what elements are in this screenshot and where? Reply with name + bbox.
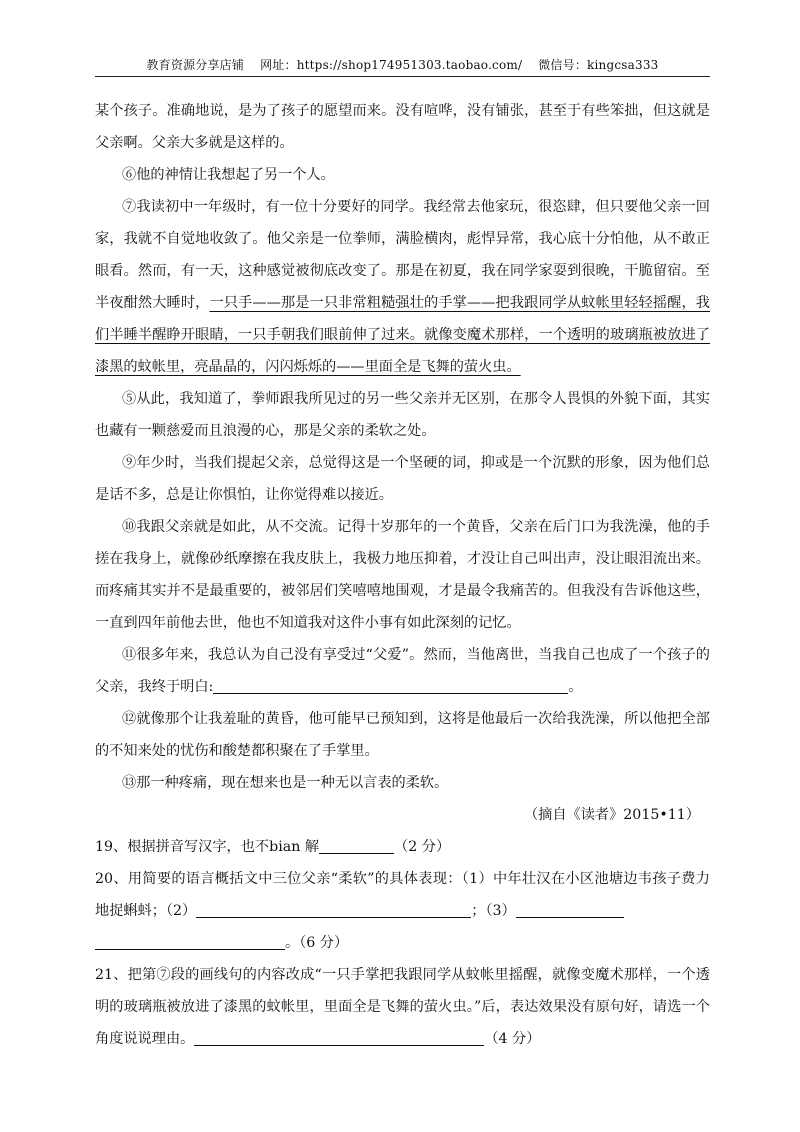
article-source: （摘自《读者》2015•11） (523, 807, 700, 823)
answer-blank-q21[interactable] (194, 1031, 484, 1046)
question-19-score: （2 分） (394, 839, 451, 855)
answer-blank-p11[interactable] (213, 679, 568, 694)
paragraph-10: ⑩我跟父亲就是如此，从不交流。记得十岁那年的一个黄昏，父亲在后门口为我洗澡，他的手搓在我身上，就像砂纸摩擦在我皮肤上，我极力地压抑着，才没让自己叫出声，没让眼泪流出来。而疼痛其实并不是最重要的，被邻居们笑嘻嘻地围观，才是最令我痛苦的。但我没有告诉他这些，一直到四年前他去世，他也不知道我对这件小事有如此深刻的记忆。 (95, 519, 710, 631)
underlined-sentence: 一只手——那是一只非常粗糙强壮的手掌——把我跟同学从蚊帐里轻轻摇醒，我们半睡半醒睁开眼睛，一只手朝我们眼前伸了过来。就像变魔术那样，一个透明的玻璃瓶被放进了漆黑的蚊帐里，亮晶晶的，闪闪烁烁的——里面全是飞舞的萤火虫。 (95, 295, 710, 375)
shop-url: 网址：https://shop174951303.taobao.com/ (260, 58, 523, 72)
page-header (95, 56, 710, 73)
question-21-score: （4 分） (484, 1031, 541, 1047)
header-divider (95, 76, 710, 77)
paragraph-continued: 某个孩子。准确地说，是为了孩子的愿望而来。没有喧哗，没有铺张，甚至于有些笨拙，但这就是父亲啊。父亲大多就是这样的。 (95, 103, 710, 151)
answer-blank-q20-3a[interactable] (516, 903, 624, 918)
paragraph-8: ⑤从此，我知道了，拳师跟我所见过的另一些父亲并无区别，在那令人畏惧的外貌下面，其实也藏有一颗慈爱而且浪漫的心，那是父亲的柔软之处。 (95, 391, 710, 439)
paragraph-7-text: ⑦我读初中一年级时，有一位十分要好的同学。我经常去他家玩，很恣肆，但只要他父亲一回家，我就不自觉地收敛了。他父亲是一位拳师，满脸横肉，彪悍异常，我心底十分怕他，从不敢正眼看。然而，有一天，这种感觉被彻底改变了。那是在初夏，我在同学家耍到很晚，干脆留宿。至半夜酣然大睡时， (95, 199, 710, 311)
paragraph-6: ⑥他的神情让我想起了另一个人。 (121, 167, 335, 183)
paragraph-7 (95, 191, 710, 383)
question-19 (95, 831, 710, 863)
shop-name: 教育资源分享店铺 (146, 58, 245, 72)
paragraph-13: ⑬那一种疼痛，现在想来也是一种无以言表的柔软。 (121, 775, 449, 791)
question-19-text: 19、根据拼音写汉字，也不bian 解 (95, 839, 320, 855)
wechat-id: 微信号：kingcsa333 (538, 58, 659, 72)
answer-blank-q20-3b[interactable] (95, 935, 285, 950)
question-21 (95, 959, 710, 1055)
question-20-separator: ；（3） (471, 903, 516, 919)
question-20-text: 20、用简要的语言概括文中三位父亲“柔软”的具体表现：（1）中年壮汉在小区池塘边韦孩子费力地捉蝌蚪；（2） (95, 871, 710, 919)
question-20 (95, 863, 710, 959)
document-body (95, 95, 710, 1055)
paragraph-11-text: ⑪很多年来，我总认为自己没有享受过“父爱”。然而，当他离世，当我自己也成了一个孩子的父亲，我终于明白: (95, 647, 710, 695)
paragraph-11-end: 。 (568, 679, 583, 695)
question-20-score: 。（6 分） (285, 935, 349, 951)
paragraph-9: ⑨年少时，当我们提起父亲，总觉得这是一个坚硬的词，抑或是一个沉默的形象，因为他们总是话不多，总是让你惧怕，让你觉得难以接近。 (95, 455, 710, 503)
answer-blank-q19[interactable] (319, 839, 394, 854)
paragraph-12: ⑫就像那个让我羞耻的黄昏，他可能早已预知到，这将是他最后一次给我洗澡，所以他把全部的不知来处的忧伤和酸楚都积聚在了手掌里。 (95, 711, 710, 759)
paragraph-11 (95, 639, 710, 703)
question-21-text: 21、把第⑦段的画线句的内容改成“一只手掌把我跟同学从蚊帐里摇醒，就像变魔术那样，一个透明的玻璃瓶被放进了漆黑的蚊帐里，里面全是飞舞的萤火虫。”后，表达效果没有原句好，请选一个角度说说理由。 (95, 967, 710, 1047)
answer-blank-q20-2[interactable] (196, 903, 471, 918)
